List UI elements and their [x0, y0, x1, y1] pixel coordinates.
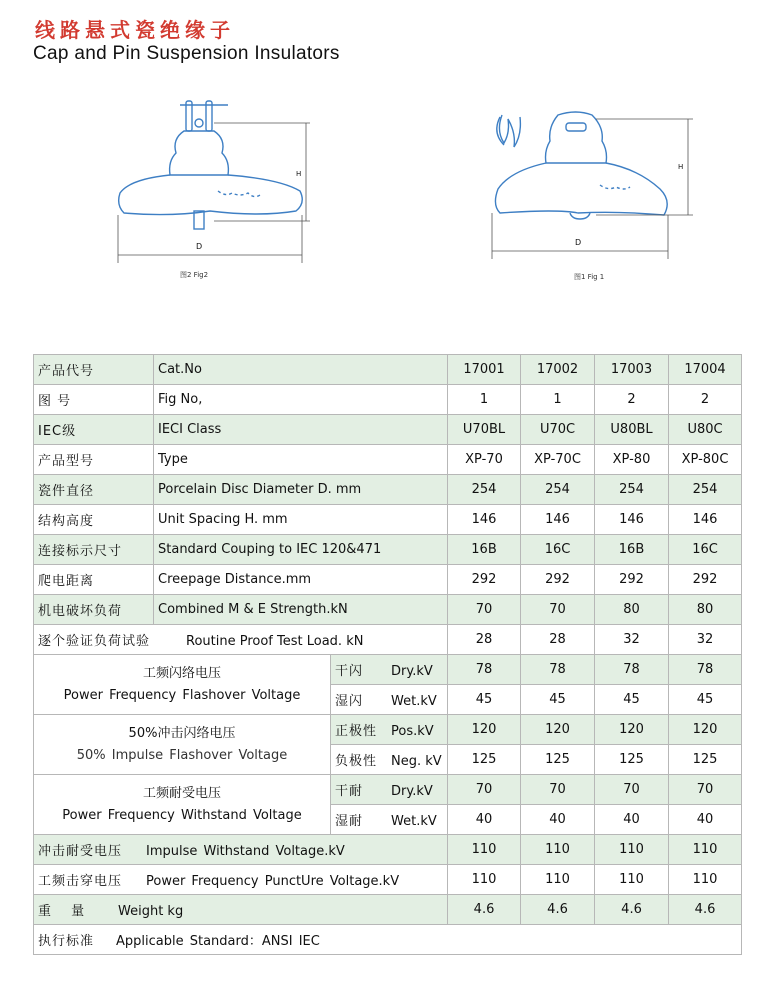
- group-withstand-en: Power Frequency Withstand Voltage: [62, 807, 302, 823]
- cell: U70BL: [448, 415, 521, 445]
- cell: 110: [669, 835, 742, 865]
- row-iec-class: [34, 415, 742, 445]
- cell: 40: [595, 805, 669, 835]
- fig1-label-d: D: [575, 238, 582, 247]
- cell: 32: [595, 625, 669, 655]
- cell: 40: [448, 805, 521, 835]
- cell: 80: [669, 595, 742, 625]
- row-impulse-withstand-cn: 冲击耐受电压: [38, 844, 123, 859]
- cell: 125: [669, 745, 742, 775]
- sub-en: Dry.kV: [391, 664, 433, 679]
- cell: 2: [595, 385, 669, 415]
- cell: 110: [448, 865, 521, 895]
- group-impulse-cn: 50%冲击闪络电压: [128, 725, 236, 741]
- row-proof-load-label: [34, 625, 448, 655]
- cell: XP-70C: [521, 445, 595, 475]
- row-puncture-en: Power Frequency PunctUre Voltage.kV: [146, 874, 400, 889]
- row-creepage: [34, 565, 742, 595]
- cell: 80: [595, 595, 669, 625]
- sub-label: [331, 655, 448, 685]
- sub-label: [331, 775, 448, 805]
- row-weight-label: [34, 895, 448, 925]
- cell: 254: [595, 475, 669, 505]
- row-weight-en: Weight kg: [118, 904, 184, 919]
- cell: 16B: [595, 535, 669, 565]
- sub-cn: 负极性: [335, 754, 378, 769]
- row-cat-no-cn: 产品代号: [34, 355, 154, 385]
- row-coupling-en: Standard Couping to IEC 120&471: [154, 535, 448, 565]
- sub-cn: 湿闪: [335, 694, 364, 709]
- row-impulse-withstand: [34, 835, 742, 865]
- row-type: [34, 445, 742, 475]
- cell: 292: [448, 565, 521, 595]
- group-flashover-cn: 工频闪络电压: [142, 665, 221, 681]
- cell: 110: [595, 865, 669, 895]
- title-chinese: 线路悬式瓷绝缘子: [35, 18, 235, 42]
- cell: 4.6: [448, 895, 521, 925]
- cell: 292: [669, 565, 742, 595]
- row-cat-no-en: Cat.No: [154, 355, 448, 385]
- row-cat-no: [34, 355, 742, 385]
- row-type-cn: 产品型号: [34, 445, 154, 475]
- cell: 16B: [448, 535, 521, 565]
- cell: U80C: [669, 415, 742, 445]
- cell: 70: [521, 595, 595, 625]
- cell: 45: [521, 685, 595, 715]
- cell: 110: [521, 865, 595, 895]
- sub-cn: 正极性: [335, 724, 378, 739]
- cell: 17001: [448, 355, 521, 385]
- row-coupling-cn: 连接标示尺寸: [34, 535, 154, 565]
- sub-en: Wet.kV: [391, 814, 437, 829]
- cell: 125: [521, 745, 595, 775]
- cell: 2: [669, 385, 742, 415]
- row-puncture: [34, 865, 742, 895]
- row-disc-diameter-en: Porcelain Disc Diameter D. mm: [154, 475, 448, 505]
- cell: 16C: [521, 535, 595, 565]
- row-puncture-cn: 工频击穿电压: [38, 874, 123, 889]
- cell: 292: [595, 565, 669, 595]
- group-flashover-label: [34, 655, 331, 715]
- row-me-strength: [34, 595, 742, 625]
- cell: XP-80: [595, 445, 669, 475]
- row-creepage-en: Creepage Distance.mm: [154, 565, 448, 595]
- cell: 70: [448, 775, 521, 805]
- cell: 28: [521, 625, 595, 655]
- cell: 70: [448, 595, 521, 625]
- sub-en: Wet.kV: [391, 694, 437, 709]
- sub-label: [331, 715, 448, 745]
- row-unit-spacing-en: Unit Spacing H. mm: [154, 505, 448, 535]
- fig2-insulator-drawing: [110, 95, 325, 265]
- cell: 32: [669, 625, 742, 655]
- row-disc-diameter-cn: 瓷件直径: [34, 475, 154, 505]
- cell: 254: [521, 475, 595, 505]
- cell: XP-80C: [669, 445, 742, 475]
- cell: 40: [669, 805, 742, 835]
- cell: 146: [521, 505, 595, 535]
- sub-cn: 干闪: [335, 664, 364, 679]
- cell: 45: [595, 685, 669, 715]
- cell: 70: [521, 775, 595, 805]
- cell: 4.6: [521, 895, 595, 925]
- cell: 110: [595, 835, 669, 865]
- cell: 40: [521, 805, 595, 835]
- row-standard-en: Applicable Standard：ANSI IEC: [116, 934, 320, 949]
- row-impulse-withstand-en: Impulse Withstand Voltage.kV: [146, 844, 345, 859]
- cell: 17003: [595, 355, 669, 385]
- cell: 146: [595, 505, 669, 535]
- cell: 70: [595, 775, 669, 805]
- sub-cn: 干耐: [335, 784, 364, 799]
- cell: 254: [448, 475, 521, 505]
- row-coupling: [34, 535, 742, 565]
- sub-label: [331, 745, 448, 775]
- cell: 292: [521, 565, 595, 595]
- cell: 110: [521, 835, 595, 865]
- fig2-label-d: D: [196, 242, 203, 251]
- cell: 78: [669, 655, 742, 685]
- fig2-caption: 图2 Fig2: [180, 271, 209, 279]
- row-unit-spacing: [34, 505, 742, 535]
- cell: 125: [595, 745, 669, 775]
- sub-label: [331, 805, 448, 835]
- cell: 78: [521, 655, 595, 685]
- group-withstand-label: [34, 775, 331, 835]
- spec-table: [33, 354, 742, 955]
- sub-label: [331, 685, 448, 715]
- row-weight: [34, 895, 742, 925]
- row-type-en: Type: [154, 445, 448, 475]
- cell: 17004: [669, 355, 742, 385]
- group-impulse-en: 50% Impulse Flashover Voltage: [76, 747, 288, 763]
- row-unit-spacing-cn: 结构高度: [34, 505, 154, 535]
- fig1-insulator-drawing: [488, 105, 698, 265]
- row-me-strength-cn: 机电破坏负荷: [34, 595, 154, 625]
- row-flashover-dry: [34, 655, 742, 685]
- row-standard-cn: 执行标准: [38, 934, 95, 949]
- cell: 146: [448, 505, 521, 535]
- row-proof-load: [34, 625, 742, 655]
- fig2-label-h: H: [296, 170, 302, 178]
- row-fig-no-en: Fig No,: [154, 385, 448, 415]
- cell: 110: [669, 865, 742, 895]
- cell: 17002: [521, 355, 595, 385]
- cell: 146: [669, 505, 742, 535]
- cell: 125: [448, 745, 521, 775]
- cell: 45: [669, 685, 742, 715]
- row-proof-load-en: Routine Proof Test Load. kN: [186, 634, 364, 649]
- row-withstand-dry: [34, 775, 742, 805]
- cell: 120: [669, 715, 742, 745]
- fig1-label-h: H: [678, 163, 684, 171]
- cell: 45: [448, 685, 521, 715]
- group-withstand-cn: 工频耐受电压: [142, 785, 221, 801]
- row-iec-class-en: IECI Class: [154, 415, 448, 445]
- cell: 110: [448, 835, 521, 865]
- cell: 78: [448, 655, 521, 685]
- row-disc-diameter: [34, 475, 742, 505]
- cell: 4.6: [595, 895, 669, 925]
- row-iec-class-cn: IEC级: [34, 415, 154, 445]
- cell: 1: [521, 385, 595, 415]
- row-standard: [34, 925, 742, 955]
- row-impulse-pos: [34, 715, 742, 745]
- cell: 28: [448, 625, 521, 655]
- row-fig-no-cn: 图 号: [34, 385, 154, 415]
- cell: U80BL: [595, 415, 669, 445]
- fig1-caption: 图1 Fig 1: [574, 273, 605, 281]
- cell: 4.6: [669, 895, 742, 925]
- cell: 16C: [669, 535, 742, 565]
- sub-en: Dry.kV: [391, 784, 433, 799]
- cell: 1: [448, 385, 521, 415]
- group-flashover-en: Power Frequency Flashover Voltage: [63, 687, 301, 703]
- cell: 120: [595, 715, 669, 745]
- row-proof-load-cn: 逐个验证负荷试验: [38, 634, 151, 649]
- row-me-strength-en: Combined M & E Strength.kN: [154, 595, 448, 625]
- sub-en: Pos.kV: [391, 724, 434, 739]
- cell: 78: [595, 655, 669, 685]
- row-weight-cn: 重 量: [38, 904, 93, 919]
- title-english: Cap and Pin Suspension Insulators: [33, 43, 340, 64]
- cell: 254: [669, 475, 742, 505]
- cell: 120: [521, 715, 595, 745]
- row-impulse-withstand-label: [34, 835, 448, 865]
- row-creepage-cn: 爬电距离: [34, 565, 154, 595]
- cell: 70: [669, 775, 742, 805]
- group-impulse-label: [34, 715, 331, 775]
- cell: U70C: [521, 415, 595, 445]
- row-puncture-label: [34, 865, 448, 895]
- cell: 120: [448, 715, 521, 745]
- row-standard-label: [34, 925, 742, 955]
- cell: XP-70: [448, 445, 521, 475]
- row-fig-no: [34, 385, 742, 415]
- sub-en: Neg. kV: [391, 754, 442, 769]
- sub-cn: 湿耐: [335, 814, 364, 829]
